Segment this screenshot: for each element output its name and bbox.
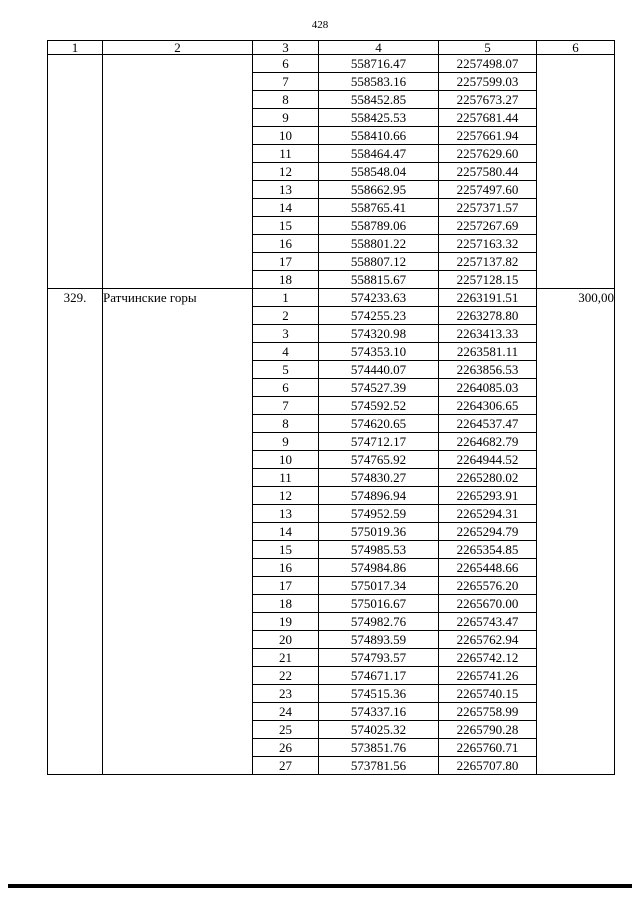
coordinate-x: 574982.76 (319, 613, 439, 631)
coordinate-y: 2265448.66 (439, 559, 537, 577)
point-number: 6 (253, 55, 319, 73)
coordinate-y: 2257498.07 (439, 55, 537, 73)
coordinate-y: 2263191.51 (439, 289, 537, 307)
coordinate-x: 574255.23 (319, 307, 439, 325)
coordinate-x: 575016.67 (319, 595, 439, 613)
coordinate-x: 574671.17 (319, 667, 439, 685)
point-number: 13 (253, 181, 319, 199)
coordinate-x: 574765.92 (319, 451, 439, 469)
coordinate-y: 2257267.69 (439, 217, 537, 235)
object-name: Ратчинские горы (103, 289, 253, 775)
table-row (48, 55, 615, 73)
coordinate-x: 558807.12 (319, 253, 439, 271)
point-number: 8 (253, 91, 319, 109)
coordinate-x: 574233.63 (319, 289, 439, 307)
coordinates-table (47, 40, 615, 775)
coordinate-x: 558452.85 (319, 91, 439, 109)
coordinate-x: 558425.53 (319, 109, 439, 127)
coordinate-y: 2265670.00 (439, 595, 537, 613)
coordinate-x: 558789.06 (319, 217, 439, 235)
point-number: 24 (253, 703, 319, 721)
object-area (537, 55, 615, 289)
column-header: 3 (253, 41, 319, 55)
coordinate-x: 574893.59 (319, 631, 439, 649)
coordinate-y: 2265760.71 (439, 739, 537, 757)
point-number: 5 (253, 361, 319, 379)
coordinate-x: 558801.22 (319, 235, 439, 253)
point-number: 22 (253, 667, 319, 685)
point-number: 27 (253, 757, 319, 775)
coordinate-x: 574527.39 (319, 379, 439, 397)
coordinate-x: 558464.47 (319, 145, 439, 163)
coordinate-y: 2264306.65 (439, 397, 537, 415)
coordinate-x: 575017.34 (319, 577, 439, 595)
object-number (48, 55, 103, 289)
coordinate-x: 574793.57 (319, 649, 439, 667)
coordinate-y: 2263856.53 (439, 361, 537, 379)
column-header: 4 (319, 41, 439, 55)
point-number: 1 (253, 289, 319, 307)
coordinate-y: 2263413.33 (439, 325, 537, 343)
point-number: 10 (253, 451, 319, 469)
point-number: 17 (253, 253, 319, 271)
coordinate-y: 2265742.12 (439, 649, 537, 667)
point-number: 16 (253, 235, 319, 253)
point-number: 23 (253, 685, 319, 703)
coordinate-y: 2263278.80 (439, 307, 537, 325)
coordinate-y: 2265740.15 (439, 685, 537, 703)
point-number: 7 (253, 397, 319, 415)
coordinate-y: 2264682.79 (439, 433, 537, 451)
coordinate-y: 2257128.15 (439, 271, 537, 289)
point-number: 18 (253, 595, 319, 613)
point-number: 11 (253, 145, 319, 163)
coordinate-y: 2257137.82 (439, 253, 537, 271)
point-number: 14 (253, 523, 319, 541)
point-number: 10 (253, 127, 319, 145)
point-number: 15 (253, 541, 319, 559)
point-number: 15 (253, 217, 319, 235)
coordinate-x: 574320.98 (319, 325, 439, 343)
point-number: 11 (253, 469, 319, 487)
coordinate-y: 2265280.02 (439, 469, 537, 487)
coordinate-x: 574712.17 (319, 433, 439, 451)
coordinate-y: 2257661.94 (439, 127, 537, 145)
point-number: 13 (253, 505, 319, 523)
coordinate-x: 558815.67 (319, 271, 439, 289)
coordinate-x: 558548.04 (319, 163, 439, 181)
coordinate-y: 2257163.32 (439, 235, 537, 253)
coordinate-y: 2257580.44 (439, 163, 537, 181)
coordinate-y: 2265294.31 (439, 505, 537, 523)
point-number: 7 (253, 73, 319, 91)
coordinate-x: 558583.16 (319, 73, 439, 91)
point-number: 25 (253, 721, 319, 739)
coordinate-x: 573851.76 (319, 739, 439, 757)
point-number: 21 (253, 649, 319, 667)
point-number: 14 (253, 199, 319, 217)
object-name (103, 55, 253, 289)
coordinate-y: 2264085.03 (439, 379, 537, 397)
point-number: 12 (253, 163, 319, 181)
table-row (48, 289, 615, 307)
point-number: 26 (253, 739, 319, 757)
point-number: 9 (253, 433, 319, 451)
header-row (48, 41, 615, 55)
coordinate-x: 574515.36 (319, 685, 439, 703)
coordinate-y: 2263581.11 (439, 343, 537, 361)
column-header: 1 (48, 41, 103, 55)
coordinate-y: 2257681.44 (439, 109, 537, 127)
coordinate-y: 2265354.85 (439, 541, 537, 559)
coordinate-y: 2257371.57 (439, 199, 537, 217)
coordinate-y: 2265743.47 (439, 613, 537, 631)
coordinate-x: 574896.94 (319, 487, 439, 505)
point-number: 19 (253, 613, 319, 631)
coordinate-y: 2265741.26 (439, 667, 537, 685)
coordinate-x: 574984.86 (319, 559, 439, 577)
coordinate-x: 574592.52 (319, 397, 439, 415)
point-number: 20 (253, 631, 319, 649)
point-number: 2 (253, 307, 319, 325)
coordinate-x: 558716.47 (319, 55, 439, 73)
point-number: 9 (253, 109, 319, 127)
coordinate-y: 2257497.60 (439, 181, 537, 199)
coordinate-y: 2265762.94 (439, 631, 537, 649)
coordinate-x: 574830.27 (319, 469, 439, 487)
coordinate-y: 2264944.52 (439, 451, 537, 469)
point-number: 3 (253, 325, 319, 343)
coordinate-y: 2265758.99 (439, 703, 537, 721)
point-number: 18 (253, 271, 319, 289)
column-header: 2 (103, 41, 253, 55)
coordinate-x: 558662.95 (319, 181, 439, 199)
coordinate-x: 573781.56 (319, 757, 439, 775)
coordinate-y: 2264537.47 (439, 415, 537, 433)
coordinate-x: 574952.59 (319, 505, 439, 523)
page-number: 428 (311, 19, 329, 31)
object-number: 329. (48, 289, 103, 775)
coordinate-y: 2257629.60 (439, 145, 537, 163)
coordinate-x: 574440.07 (319, 361, 439, 379)
coordinate-y: 2257673.27 (439, 91, 537, 109)
column-header: 5 (439, 41, 537, 55)
object-area: 300,00 (537, 289, 615, 775)
coordinate-x: 574985.53 (319, 541, 439, 559)
point-number: 8 (253, 415, 319, 433)
coordinate-y: 2265576.20 (439, 577, 537, 595)
point-number: 4 (253, 343, 319, 361)
coordinate-x: 574025.32 (319, 721, 439, 739)
coordinate-x: 558765.41 (319, 199, 439, 217)
coordinate-y: 2265790.28 (439, 721, 537, 739)
coordinate-x: 574620.65 (319, 415, 439, 433)
coordinate-y: 2257599.03 (439, 73, 537, 91)
coordinate-y: 2265707.80 (439, 757, 537, 775)
coordinate-x: 575019.36 (319, 523, 439, 541)
point-number: 16 (253, 559, 319, 577)
coordinate-x: 574353.10 (319, 343, 439, 361)
coordinate-x: 558410.66 (319, 127, 439, 145)
column-header: 6 (537, 41, 615, 55)
coordinate-y: 2265294.79 (439, 523, 537, 541)
point-number: 17 (253, 577, 319, 595)
bottom-rule (8, 884, 632, 888)
point-number: 12 (253, 487, 319, 505)
point-number: 6 (253, 379, 319, 397)
coordinate-x: 574337.16 (319, 703, 439, 721)
coordinate-y: 2265293.91 (439, 487, 537, 505)
